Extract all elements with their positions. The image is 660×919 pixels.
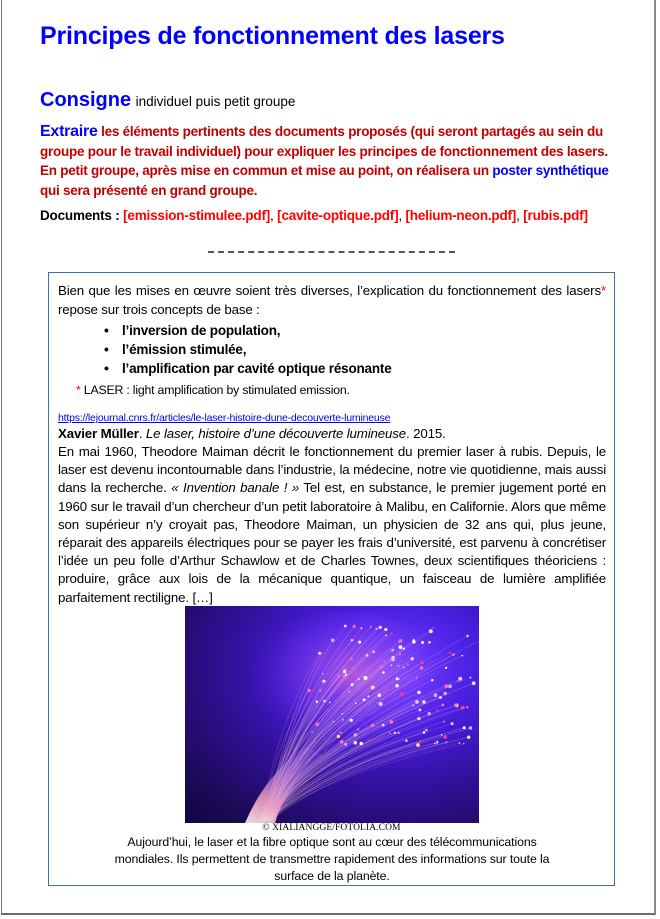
fiber-tip — [429, 629, 433, 633]
fiber-tip — [421, 661, 424, 664]
fiber-tip — [445, 667, 447, 669]
fiber-tip — [353, 625, 356, 628]
fiber-tip — [363, 698, 366, 701]
fiber-tip — [390, 720, 394, 724]
fiber-tip — [443, 721, 445, 723]
fiber-tip — [466, 635, 468, 637]
fiber-tip — [383, 660, 385, 662]
fiber-tip — [316, 723, 320, 727]
fiber-tip — [451, 722, 454, 725]
article-text-1: En mai 1960, Theodore Maiman décrit le fonctionnement du premier laser à rubis. Depuis, le laser est devenu incontournable dans l’industrie, la médecine, notre vie quotidienne, mais aussi dans la recherche. — [58, 444, 606, 496]
document-excerpt-box — [48, 272, 615, 886]
fiber-tip — [421, 641, 424, 644]
fiber-tip — [331, 639, 335, 643]
fiber-tip — [379, 702, 383, 706]
dashed-separator — [208, 251, 455, 253]
document-link-rubis[interactable]: [rubis.pdf] — [523, 208, 588, 223]
footnote-star: * — [76, 383, 81, 397]
article-quote: « Invention banale ! » — [171, 480, 300, 496]
fiber-tip — [350, 657, 353, 660]
fiber-tip — [469, 726, 473, 730]
intro-text-2: repose sur trois concepts de base : — [58, 302, 260, 317]
fiber-tip — [417, 691, 420, 694]
fiber-tip — [342, 719, 344, 721]
fiber-tip — [323, 700, 326, 703]
fiber-tip — [437, 710, 439, 712]
fiber-tip — [461, 655, 463, 657]
fiber-tip — [454, 704, 457, 707]
image-credit: © XIALIANGGE/FOTOLIA.COM — [262, 823, 401, 833]
fiber-tip — [432, 627, 434, 629]
fiber-tip — [396, 677, 399, 680]
fiber-tip — [472, 681, 476, 685]
fiber-tip — [405, 739, 408, 742]
fiber-tip — [395, 684, 398, 687]
fiber-tip — [322, 673, 324, 675]
footnote-star: * — [600, 283, 606, 298]
instructions-text-2: qui sera présenté en grand groupe. — [40, 182, 258, 198]
fiber-tip — [321, 652, 323, 654]
fiber-tip — [434, 693, 438, 697]
fiber-optic-photo — [185, 606, 479, 823]
fiber-tip — [366, 654, 368, 656]
fiber-tip — [466, 706, 468, 708]
fiber-tip — [467, 736, 470, 739]
source-link[interactable]: https://lejournal.cnrs.fr/articles/le-laser-histoire-dune-decouverte-lumineuse — [58, 412, 391, 424]
documents-label: Documents : — [40, 208, 120, 223]
fiber-tip — [371, 686, 375, 690]
fiber-tip — [351, 639, 353, 641]
article-text-2: Tel est, en substance, le premier jugement porté en 1960 sur le travail d’un chercheur d’un petit laboratoire à Malibu, en Californie. Alors que même son supérieur n’y croyait pas, Theodore Maiman, un physicien de 32 ans qui, plus jeune, réparait des appareils électriques pour se payer les frais d’université, est parvenu à concrétiser l’idée un peu folle d’Arthur Schawlow et de Charles Townes, deux scientifiques théoriciens : produire, grâce aux lois de la mécanique quantique, un faisceau de lumière amplifiée parfaitement rectiligne. […] — [58, 480, 606, 605]
fiber-tip — [420, 666, 423, 669]
documents-separator: , — [516, 208, 524, 223]
fiber-tip — [399, 639, 403, 643]
fiber-tip — [375, 628, 377, 630]
fiber-tip — [443, 735, 447, 739]
intro-paragraph — [58, 281, 606, 319]
instructions-paragraph — [40, 122, 625, 200]
fiber-tip — [379, 626, 382, 629]
fiber-tip — [385, 634, 387, 636]
citation-title: Le laser, histoire d’une découverte lumineuse — [145, 426, 407, 441]
fiber-tip — [397, 732, 399, 734]
fiber-tip — [419, 740, 421, 742]
fiber-tip — [354, 741, 358, 745]
document-link-emission-stimulee[interactable]: [emission-stimulee.pdf] — [123, 208, 271, 223]
fiber-tip — [398, 665, 400, 667]
fiber-tip — [319, 689, 321, 691]
fiber-tip — [412, 640, 415, 643]
fiber-tip — [441, 734, 443, 736]
fiber-tip — [355, 702, 357, 704]
fiber-tip — [337, 735, 340, 738]
fiber-tip — [422, 700, 426, 704]
fiber-tip — [364, 676, 368, 680]
fiber-tip — [416, 677, 418, 679]
citation — [58, 426, 446, 441]
fiber-tip — [311, 731, 313, 733]
fiber-tip — [391, 658, 394, 661]
document-page — [1, 0, 656, 915]
fiber-tip — [315, 740, 317, 742]
documents-separator: , — [398, 208, 406, 223]
page-title: Principes de fonctionnement des lasers — [40, 22, 505, 50]
fiber-tip — [431, 679, 433, 681]
fiber-tip — [444, 684, 448, 688]
document-link-cavite-optique[interactable]: [cavite-optique.pdf] — [277, 208, 399, 223]
fiber-tip — [348, 691, 350, 693]
instructions-text-1: les éléments pertinents des documents proposés (qui seront partagés au sein du groupe pour le travail individuel) pour expliquer les principes de fonctionnement des lasers. En petit groupe, après mise en commun et mise au point, on réalisera un — [40, 124, 608, 178]
fiber-tip — [370, 626, 372, 628]
fiber-tip — [344, 743, 347, 746]
fiber-tip — [423, 731, 426, 734]
concept-item: • l’amplification par cavité optique résonante — [104, 359, 392, 378]
fiber-tip — [445, 741, 447, 743]
fiber-tip — [459, 742, 461, 744]
fiber-tip — [394, 732, 396, 734]
concept-item: • l’émission stimulée, — [104, 340, 392, 359]
fiber-tip — [351, 683, 354, 686]
fiber-tip — [380, 665, 383, 668]
citation-author: Xavier Müller — [58, 426, 139, 441]
fiber-tip — [470, 677, 472, 679]
fiber-tip — [378, 694, 381, 697]
fiber-tip — [391, 649, 394, 652]
fiber-tip — [369, 739, 371, 741]
fiber-tip — [461, 706, 465, 710]
fiber-tip — [307, 689, 311, 693]
fiber-tip — [399, 645, 403, 649]
fiber-tip — [322, 680, 325, 683]
fiber-tip — [318, 652, 321, 655]
fiber-tip — [358, 678, 360, 680]
fiber-tip — [358, 641, 361, 644]
citation-year: . 2015. — [406, 426, 446, 441]
image-caption: Aujourd’hui, le laser et la fibre optique sont au cœur des télécommunications mondiales. Ils permettent de transmettre rapidement des informations sur toute la surface de la planète. — [114, 835, 550, 883]
fiber-tip — [439, 696, 442, 699]
fiber-tip — [338, 675, 340, 677]
fiber-tip — [403, 648, 405, 650]
fiber-tip — [360, 742, 363, 745]
fiber-tip — [344, 668, 346, 670]
concept-item: • l’inversion de population, — [104, 321, 392, 340]
fiber-tip — [316, 701, 318, 703]
fiber-tip — [399, 653, 401, 655]
fiber-tip — [345, 673, 348, 676]
fiber-tip — [443, 692, 447, 696]
fiber-tip — [357, 728, 359, 730]
fiber-tip — [333, 721, 335, 723]
fiber-tip — [449, 652, 451, 654]
fiber-tip — [391, 633, 393, 635]
documents-line — [40, 208, 588, 223]
fiber-tip — [340, 740, 344, 744]
intro-text-1: Bien que les mises en œuvre soient très diverses, l’explication du fonctionnement des lasers — [58, 283, 601, 298]
fiber-tip — [372, 650, 375, 653]
consigne-line — [40, 89, 295, 112]
fiber-tip — [350, 719, 353, 722]
fiber-tip — [410, 657, 414, 661]
fiber-tip — [400, 692, 404, 696]
fiber-tip — [344, 625, 347, 628]
fiber-tip — [386, 689, 388, 691]
fiber-tip — [341, 713, 343, 715]
fiber-tip — [371, 724, 374, 727]
fiber-tip — [428, 641, 431, 644]
footnote — [76, 383, 350, 397]
fiber-tip — [436, 741, 439, 744]
fiber-tip — [398, 678, 400, 680]
consigne-text: individuel puis petit groupe — [135, 94, 296, 109]
fiber-tip — [428, 712, 431, 715]
fiber-tip — [452, 653, 455, 656]
fiber-tip — [391, 664, 393, 666]
instructions-keyword: Extraire — [40, 123, 98, 140]
concepts-list — [104, 321, 392, 378]
fiber-tip — [412, 704, 414, 706]
fiber-tip — [416, 743, 420, 747]
fiber-tip — [463, 726, 466, 729]
citation-sep: . — [138, 426, 146, 441]
documents-separator: , — [270, 208, 278, 223]
fiber-tip — [384, 628, 387, 631]
fiber-tip — [367, 695, 369, 697]
fiber-tip — [419, 709, 422, 712]
fiber-tip — [442, 704, 444, 706]
fiber-tip — [434, 743, 436, 745]
fiber-tip — [354, 733, 358, 737]
fiber-tip — [329, 701, 331, 703]
fiber-tip — [417, 717, 420, 720]
fiber-tip — [457, 680, 459, 682]
fiber-tip — [403, 667, 405, 669]
fiber-tip — [407, 663, 409, 665]
consigne-keyword: Consigne — [40, 89, 132, 111]
fiber-tip — [458, 677, 462, 681]
fiber-tip — [382, 671, 384, 673]
fiber-tip — [340, 732, 342, 734]
instructions-highlight: poster synthétique — [492, 163, 609, 178]
fiber-tip — [415, 700, 419, 704]
fiber-optic-illustration — [185, 606, 479, 823]
document-link-helium-neon[interactable]: [helium-neon.pdf] — [405, 208, 517, 223]
article-paragraph — [58, 443, 606, 607]
fiber-tip — [389, 732, 391, 734]
fiber-tip — [360, 627, 362, 629]
fiber-tip — [327, 709, 329, 711]
fiber-tip — [448, 684, 452, 688]
fiber-tip — [463, 743, 465, 745]
footnote-text: LASER : light amplification by stimulated emission. — [80, 383, 350, 397]
fiber-tip — [382, 724, 385, 727]
fiber-tip — [425, 729, 428, 732]
